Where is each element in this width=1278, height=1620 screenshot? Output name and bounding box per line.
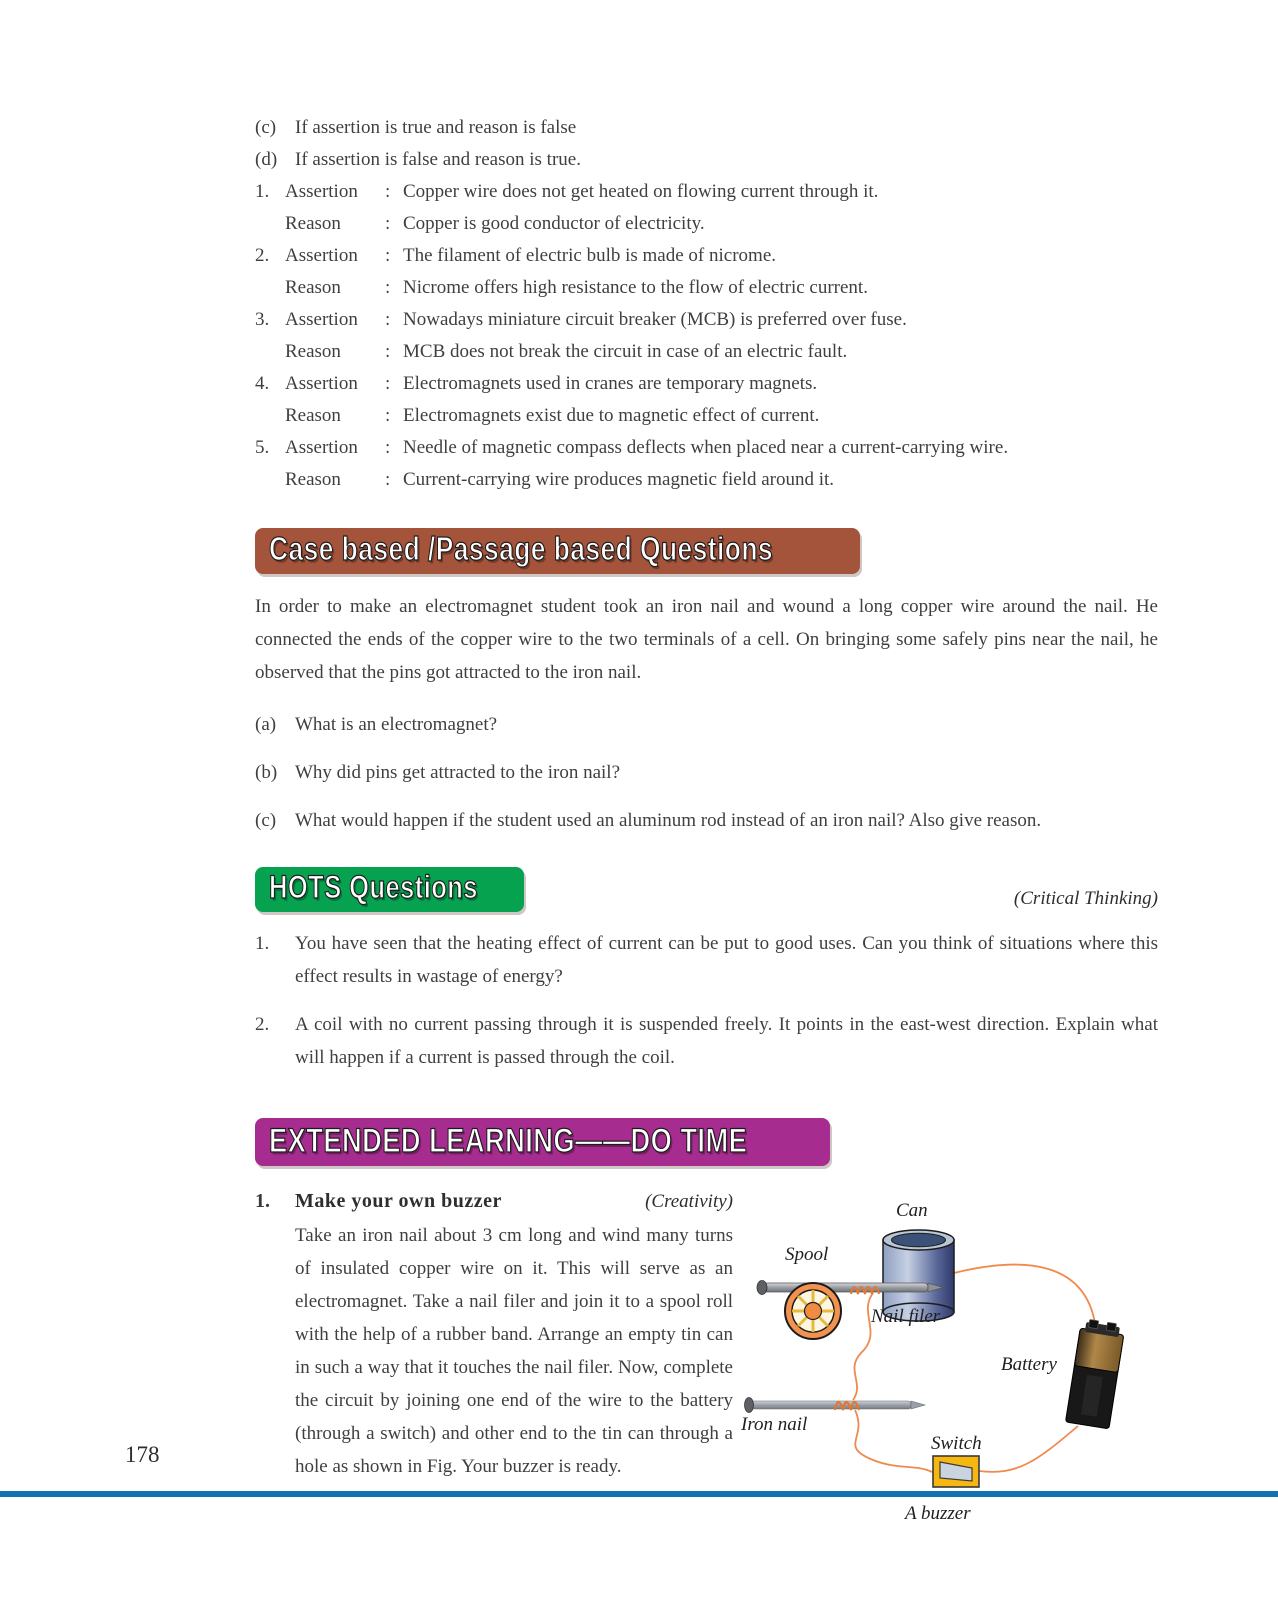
assertion-label: Assertion (285, 181, 358, 202)
case-question-c (255, 809, 1158, 833)
option-text: If assertion is true and reason is false (295, 117, 577, 138)
item-number: 2. (255, 245, 270, 266)
activity-title: Make your own buzzer (295, 1190, 502, 1212)
option-d (255, 144, 1158, 176)
assertion-text: The filament of electric bulb is made of nicrome. (403, 245, 776, 266)
assertion-item-4 (255, 368, 1158, 432)
can-label: Can (896, 1200, 928, 1221)
critical-thinking-tag: (Critical Thinking) (1013, 888, 1158, 909)
assertion-label: Assertion (285, 245, 358, 266)
assertion-item-3 (255, 304, 1158, 368)
question-text: Why did pins get attracted to the iron nail? (295, 762, 621, 783)
colon: : (385, 373, 391, 394)
assertion-item-1 (255, 176, 1158, 240)
case-based-banner-title: Case based /Passage based Questions (269, 530, 774, 568)
question-label: (a) (255, 714, 277, 735)
figure-caption: A buzzer (905, 1503, 971, 1524)
colon: : (385, 245, 391, 266)
reason-text: MCB does not break the circuit in case of an electric fault. (403, 341, 848, 362)
question-text: You have seen that the heating effect of current can be put to good uses. Can you think of situations where this effect results in wastage of energy? (295, 933, 1158, 987)
reason-text: Electromagnets exist due to magnetic effect of current. (403, 405, 820, 426)
reason-text: Copper is good conductor of electricity. (403, 213, 705, 234)
colon: : (385, 405, 391, 426)
assertion-text: Needle of magnetic compass deflects when placed near a current-carrying wire. (403, 437, 1009, 458)
assertion-text: Nowadays miniature circuit breaker (MCB) is preferred over fuse. (403, 309, 907, 330)
nail-filer-label: Nail filer (871, 1306, 941, 1327)
iron-nail-illustration (745, 1398, 926, 1413)
question-number: 1. (255, 933, 270, 954)
option-text: If assertion is false and reason is true. (295, 149, 581, 170)
colon: : (385, 213, 391, 234)
assertion-text: Electromagnets used in cranes are temporary magnets. (403, 373, 818, 394)
activity-body: Take an iron nail about 3 cm long and wind many turns of insulated copper wire on it. This will serve as an electromagnet. Take a nail filer and join it to a spool roll with the help of a rubber band. Arrange an empty tin can in such a way that it touches the nail filer. Now, complete the circuit by joining one end of the wire to the battery (through a switch) and other end to the tin can through a hole as shown in Fig. Your buzzer is ready. (295, 1225, 733, 1477)
page-number: 178 (125, 1442, 160, 1467)
battery-label: Battery (1001, 1354, 1057, 1375)
item-number: 4. (255, 373, 270, 394)
reason-label: Reason (285, 277, 341, 298)
colon: : (385, 309, 391, 330)
assertion-text: Copper wire does not get heated on flowing current through it. (403, 181, 879, 202)
assertion-label: Assertion (285, 437, 358, 458)
case-based-passage: In order to make an electromagnet student took an iron nail and wound a long copper wire around the nail. He connected the ends of the copper wire to the two terminals of a cell. On bringing some safely pins near the nail, he observed that the pins got attracted to the iron nail. (255, 596, 1158, 683)
switch-illustration (933, 1456, 979, 1487)
case-question-a (255, 713, 1158, 737)
reason-label: Reason (285, 341, 341, 362)
option-label: (d) (255, 149, 278, 170)
question-text: What is an electromagnet? (295, 714, 498, 735)
item-number: 3. (255, 309, 270, 330)
question-label: (b) (255, 762, 278, 783)
option-label: (c) (255, 117, 277, 138)
question-text: What would happen if the student used an aluminum rod instead of an iron nail? Also give reason. (295, 810, 1042, 831)
colon: : (385, 277, 391, 298)
colon: : (385, 341, 391, 362)
hots-question-2 (255, 1008, 1158, 1074)
item-number: 5. (255, 437, 270, 458)
hots-banner (255, 867, 524, 912)
assertion-item-5 (255, 432, 1158, 496)
reason-text: Nicrome offers high resistance to the flow of electric current. (403, 277, 868, 298)
question-number: 2. (255, 1014, 270, 1035)
reason-label: Reason (285, 405, 341, 426)
question-label: (c) (255, 810, 277, 831)
reason-label: Reason (285, 213, 341, 234)
assertion-label: Assertion (285, 373, 358, 394)
spool-label: Spool (785, 1244, 829, 1265)
footer-rule (0, 1491, 1278, 1497)
iron-nail-label: Iron nail (741, 1414, 808, 1435)
colon: : (385, 469, 391, 490)
reason-text: Current-carrying wire produces magnetic field around it. (403, 469, 835, 490)
colon: : (385, 181, 391, 202)
item-number: 1. (255, 181, 270, 202)
battery-illustration (1065, 1318, 1125, 1429)
assertion-item-2 (255, 240, 1158, 304)
creativity-tag: (Creativity) (645, 1191, 733, 1212)
extended-learning-banner (255, 1118, 830, 1166)
case-based-banner (255, 528, 860, 574)
extended-learning-banner-title: EXTENDED LEARNING——DO TIME (269, 1120, 748, 1161)
option-c (255, 112, 1158, 144)
activity-number: 1. (255, 1190, 270, 1212)
reason-label: Reason (285, 469, 341, 490)
switch-label: Switch (931, 1433, 982, 1454)
assertion-label: Assertion (285, 309, 358, 330)
hots-question-1 (255, 927, 1158, 993)
spool-illustration (785, 1283, 841, 1339)
colon: : (385, 437, 391, 458)
case-question-b (255, 761, 1158, 785)
question-text: A coil with no current passing through it is suspended freely. It points in the east-west direction. Explain what will happen if a current is passed through the coil. (295, 1014, 1158, 1068)
hots-banner-title: HOTS Questions (269, 870, 478, 906)
